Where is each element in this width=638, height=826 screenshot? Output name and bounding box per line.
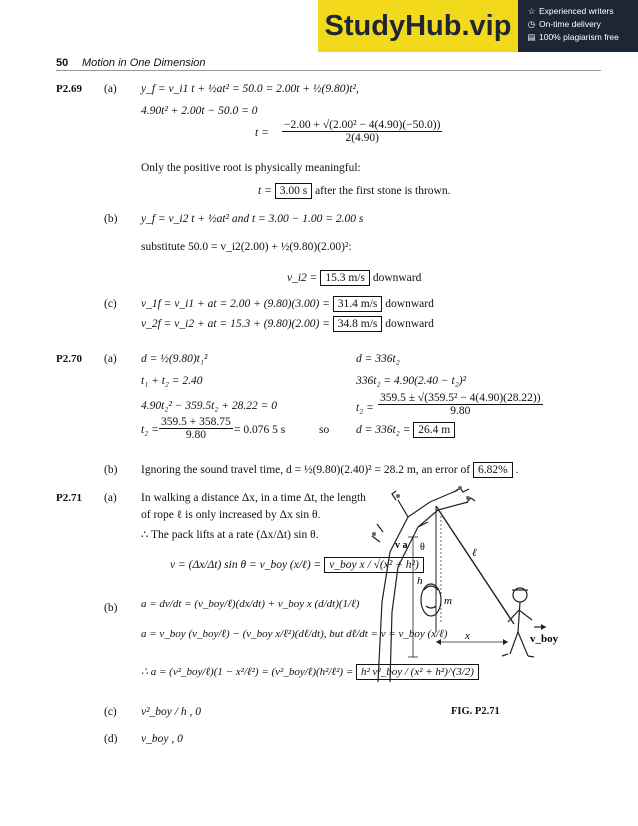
tree-icon — [372, 488, 475, 682]
equation: v_boy , 0 — [141, 733, 183, 745]
feature-text: Experienced writers — [539, 6, 614, 16]
brand-logo[interactable]: StudyHub.vip — [318, 0, 518, 52]
equation: t₁ + t₂ = 2.40 — [141, 375, 203, 387]
feature-item — [526, 18, 619, 31]
body-text: Only the positive root is physically meaningful: — [141, 162, 361, 174]
answer-box: h² v²_boy / (x² + h²)^(3/2) — [356, 664, 479, 680]
result-line — [258, 183, 451, 199]
equation: v²_boy / h , 0 — [141, 706, 201, 718]
equation: 4.90t² + 2.00t − 50.0 = 0 — [141, 105, 258, 117]
problem-label: P2.69 — [56, 83, 82, 95]
result-lhs: v_i2 = — [287, 272, 318, 284]
fraction — [159, 416, 233, 441]
denominator: 9.80 — [185, 429, 206, 441]
leaves-icon — [372, 486, 470, 536]
result-lhs: t = — [258, 185, 272, 197]
result-line — [141, 462, 518, 478]
answer-box: 26.4 m — [413, 422, 455, 438]
result-text: downward — [385, 298, 434, 310]
equation: d = 336t₂ = — [356, 424, 411, 436]
result-line — [287, 270, 421, 286]
feature-list — [526, 5, 619, 44]
label-vboy: v_boy — [530, 633, 559, 645]
feature-text: On-time delivery — [539, 19, 601, 29]
label-ell: ℓ — [472, 547, 477, 559]
part-label: (d) — [104, 733, 118, 745]
feature-item — [526, 5, 619, 18]
problem-label: P2.71 — [56, 492, 82, 504]
figure-p2-71 — [368, 482, 568, 687]
clock-icon: ◷ — [527, 19, 536, 29]
answer-box: v_boy x / √(x² + h²) — [324, 557, 424, 573]
clipboard-icon: ▤ — [527, 32, 536, 42]
numerator: −2.00 + √(2.00² − 4(4.90)(−50.0)) — [284, 119, 441, 131]
part-label: (b) — [104, 213, 118, 225]
result-line — [356, 422, 455, 438]
ad-banner[interactable] — [318, 0, 638, 52]
part-label: (a) — [104, 83, 117, 95]
equation: y_f = v_i1 t + ½at² = 50.0 = 2.00t + ½(9.80)t², — [141, 83, 359, 95]
equation-lhs: t = — [255, 127, 269, 139]
body-text: of rope ℓ is only increased by Δx sin θ. — [141, 509, 321, 521]
equation: y_f = v_i2 t + ½at² and t = 3.00 − 1.00 = 2.00 s — [141, 213, 364, 225]
star-icon: ☆ — [527, 6, 536, 16]
fraction — [378, 392, 543, 417]
answer-box: 34.8 m/s — [333, 316, 383, 332]
backpack-icon — [421, 584, 441, 616]
result-text: after the first stone is thrown. — [315, 185, 451, 197]
equation: = 0.076 5 s — [234, 424, 286, 436]
page-number: 50 — [56, 57, 69, 69]
connector-text: so — [319, 424, 330, 436]
fraction — [282, 119, 442, 144]
denominator: 2(4.90) — [345, 132, 379, 144]
label-theta: θ — [420, 542, 425, 553]
equation: ∴ a = (v²_boy/ℓ)(1 − x²/ℓ²) = (v²_boy/ℓ)(h²/ℓ²) = — [141, 666, 354, 678]
label-x: x — [465, 630, 470, 642]
part-label: (a) — [104, 492, 117, 504]
equation: a = v_boy (v_boy/ℓ) − (v_boy x/ℓ²)(dℓ/dt), but dℓ/dt = v = v_boy (x/ℓ) — [141, 628, 448, 640]
result-text: downward — [385, 318, 434, 330]
equation: a = dv/dt = (v_boy/ℓ)(dx/dt) + v_boy x (d/dt)(1/ℓ) — [141, 598, 360, 610]
figure-caption: FIG. P2.71 — [451, 706, 500, 717]
feature-text: 100% plagiarism free — [539, 32, 619, 42]
body-text: ∴ The pack lifts at a rate (Δx/Δt) sin θ. — [141, 529, 319, 541]
result-text: downward — [372, 272, 422, 284]
denominator: 9.80 — [450, 405, 471, 417]
result-line — [141, 296, 434, 312]
equation: 4.90t₂² − 359.5t₂ + 28.22 = 0 — [141, 400, 277, 412]
page-header-title: Motion in One Dimension — [82, 57, 206, 69]
numerator: 359.5 ± √(359.5² − 4(4.90)(28.22)) — [380, 392, 541, 404]
equation: Ignoring the sound travel time, d = ½(9.80)(2.40)² = 28.2 m, an error of — [141, 464, 471, 476]
answer-box: 3.00 s — [275, 183, 312, 199]
boy-icon — [502, 588, 534, 657]
equation: v_2f = v_i2 + at = 15.3 + (9.80)(2.00) = — [141, 318, 330, 330]
answer-box: 31.4 m/s — [333, 296, 383, 312]
equation-lhs: t₂ = — [141, 424, 159, 436]
part-label: (c) — [104, 706, 117, 718]
equation: d = ½(9.80)t₁² — [141, 353, 208, 365]
feature-item — [526, 31, 619, 44]
equation: 336t₂ = 4.90(2.40 − t₂)² — [356, 375, 467, 387]
result-line — [141, 316, 434, 332]
label-va: v a — [395, 540, 408, 551]
part-label: (b) — [104, 602, 118, 614]
answer-box: 15.3 m/s — [320, 270, 370, 286]
body-text: In walking a distance Δx, in a time Δt, the length — [141, 492, 366, 504]
equation: v = (Δx/Δt) sin θ = v_boy (x/ℓ) = — [170, 559, 322, 571]
part-label: (b) — [104, 464, 118, 476]
equation: d = 336t₂ — [356, 353, 400, 365]
equation: v_1f = v_i1 + at = 2.00 + (9.80)(3.00) = — [141, 298, 330, 310]
label-h: h — [417, 575, 423, 587]
header-rule — [56, 70, 601, 71]
equation: substitute 50.0 = v_i2(2.00) + ½(9.80)(2.00)²: — [141, 241, 352, 253]
answer-box: 6.82% — [473, 462, 513, 478]
punctuation: . — [515, 464, 519, 476]
part-label: (c) — [104, 298, 117, 310]
label-m: m — [444, 595, 452, 607]
numerator: 359.5 + 358.75 — [161, 416, 231, 428]
problem-label: P2.70 — [56, 353, 82, 365]
equation-lhs: t₂ = — [356, 402, 374, 414]
part-label: (a) — [104, 353, 117, 365]
